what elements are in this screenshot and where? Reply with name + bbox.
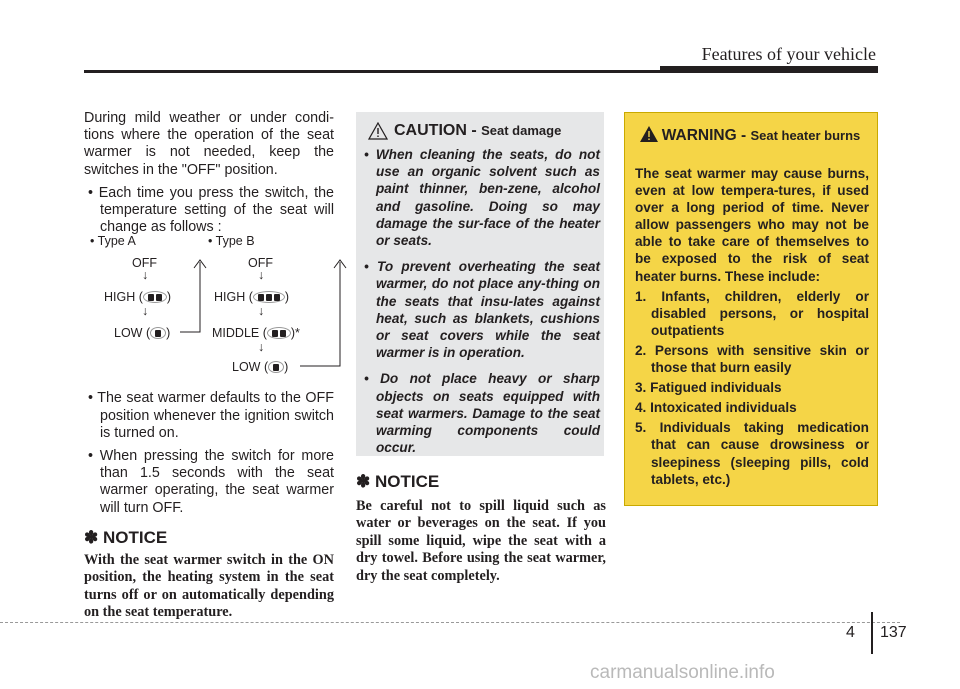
warning-item: 5. Individuals taking medication that can cause drowsiness or sleepiness (sleeping pills, cold tablets, etc.) xyxy=(635,420,869,487)
paren: ) xyxy=(284,360,289,374)
type-b-off: OFF xyxy=(248,256,273,270)
paren-star: )* xyxy=(290,326,300,340)
seat-heat-low-icon xyxy=(150,327,166,339)
warning-subtitle: Seat heater burns xyxy=(750,128,861,143)
notice-title: ✽ NOTICE xyxy=(356,472,440,491)
arrow-down-icon: ↓ xyxy=(142,304,149,318)
caution-list xyxy=(364,146,600,465)
warning-item: 1. Infants, children, elderly or disabled persons, or hospital outpatients xyxy=(635,288,869,338)
warning-intro: The seat warmer may cause burns, even at low tempera-tures, if used over a long period of time. Never allow passengers who may not be able to take care of themselves to be exposed to the risk of seat heater burns. These include: xyxy=(635,166,869,284)
paren: ) xyxy=(284,290,290,304)
section-header-title: Features of your vehicle xyxy=(701,44,876,64)
caution-subtitle: Seat damage xyxy=(481,123,562,138)
caution-title xyxy=(394,122,561,140)
arrow-down-icon: ↓ xyxy=(142,268,149,282)
bullet-switch-press: • Each time you press the switch, the temperature setting of the seat will change as follows : xyxy=(88,184,334,236)
page-divider xyxy=(871,612,873,654)
paren: ) xyxy=(166,326,171,340)
type-a-label: • Type A xyxy=(90,234,136,248)
type-b-label: • Type B xyxy=(208,234,255,248)
type-b-middle-label: MIDDLE ( xyxy=(212,326,267,340)
seat-heat-high-icon xyxy=(143,291,167,303)
warning-item: 2. Persons with sensitive skin or those that burn easily xyxy=(635,342,869,376)
type-b-low xyxy=(232,360,288,374)
notice-section xyxy=(356,472,606,585)
arrow-down-icon: ↓ xyxy=(258,304,265,318)
caution-box xyxy=(356,112,604,456)
page-number: 137 xyxy=(880,624,907,641)
caution-item: • When cleaning the seats, do not use an organic solvent such as paint thinner, ben-zene, alcohol and gasoline. Doing so may damage the sur-face of the heater or seats. xyxy=(364,147,600,249)
bullet-text: When pressing the switch for more than 1.5 seconds with the seat warmer operating, the seat warmer will turn OFF. xyxy=(99,448,334,516)
type-a-high xyxy=(104,290,171,304)
arrow-down-icon: ↓ xyxy=(258,340,265,354)
footer-rule xyxy=(0,622,900,624)
notice-title: ✽ NOTICE xyxy=(84,527,168,547)
warning-item: 4. Intoxicated individuals xyxy=(635,400,797,416)
type-a-low xyxy=(114,326,170,340)
arrow-down-icon: ↓ xyxy=(258,268,265,282)
chapter-number: 4 xyxy=(846,624,855,641)
notice-body: Be careful not to spill liquid such as water or beverages on the seat. If you spill some liquid, wipe the seat with a dry towel. Before using the seat warmer, dry the seat completely. xyxy=(356,498,606,584)
bullet-long-press: • When pressing the switch for more than 1.5 seconds with the seat warmer operating, the seat warmer will turn OFF. xyxy=(88,448,334,516)
paren: ) xyxy=(166,290,172,304)
warning-triangle-icon xyxy=(368,122,388,140)
type-b-high-label: HIGH ( xyxy=(214,290,253,304)
notice-body: With the seat warmer switch in the ON position, the heating system in the seat turns off or on automatically depending on the seat temperature. xyxy=(84,552,334,621)
bullet-text: The seat warmer defaults to the OFF position whenever the ignition switch is turned on. xyxy=(97,390,334,441)
type-b-middle xyxy=(212,326,300,340)
type-a-high-label: HIGH ( xyxy=(104,290,143,304)
seat-heat-high-icon xyxy=(253,291,285,303)
warning-box xyxy=(624,112,878,506)
caution-item: • To prevent overheating the seat warmer, do not place any-thing on the seats that insu-lates against heat, such as blankets, cushions or seat covers while the seat warmer is in operation. xyxy=(364,259,600,361)
caution-item-text: When cleaning the seats, do not use an organic solvent such as paint thinner, ben-zene, alcohol and gasoline. Doing so may damage the sur-face of the heater or seats. xyxy=(375,147,600,249)
bullet-defaults-off: • The seat warmer defaults to the OFF position whenever the ignition switch is turned on. xyxy=(88,390,334,441)
caution-title-text: CAUTION - xyxy=(394,122,477,139)
warning-title xyxy=(651,127,871,144)
warning-body xyxy=(635,165,869,491)
type-a-low-label: LOW ( xyxy=(114,326,151,340)
type-b-high xyxy=(214,290,289,304)
caution-item: • Do not place heavy or sharp objects on seats equipped with seat warmers. Damage to the seat warming components could occur. xyxy=(364,371,600,456)
seat-heat-low-icon xyxy=(268,361,284,373)
type-b-low-label: LOW ( xyxy=(232,360,269,374)
intro-paragraph: During mild weather or under condi-tions where the operation of the seat warmer is not needed, keep the switches in the "OFF" position. xyxy=(84,110,334,178)
type-a-off: OFF xyxy=(132,256,157,270)
loop-arrow-icon xyxy=(298,256,348,372)
warning-item: 3. Fatigued individuals xyxy=(635,380,782,396)
loop-arrow-icon xyxy=(178,256,208,336)
seat-heat-middle-icon xyxy=(267,327,291,339)
header-rule-thick xyxy=(660,66,878,73)
caution-item-text: To prevent overheating the seat warmer, do not place any-thing on the seats that insu-lates against heat, such as blankets, cushions or seat covers while the seat warmer is in operation. xyxy=(376,259,600,361)
watermark: carmanualsonline.info xyxy=(590,662,775,683)
warning-title-text: WARNING - xyxy=(661,127,747,144)
seat-warmer-diagram xyxy=(90,234,350,384)
bullet-text: Each time you press the switch, the temperature setting of the seat will change as follows : xyxy=(98,184,334,236)
caution-item-text: Do not place heavy or sharp objects on seats equipped with seat warmers. Damage to the seat warming components could occur. xyxy=(376,371,600,456)
